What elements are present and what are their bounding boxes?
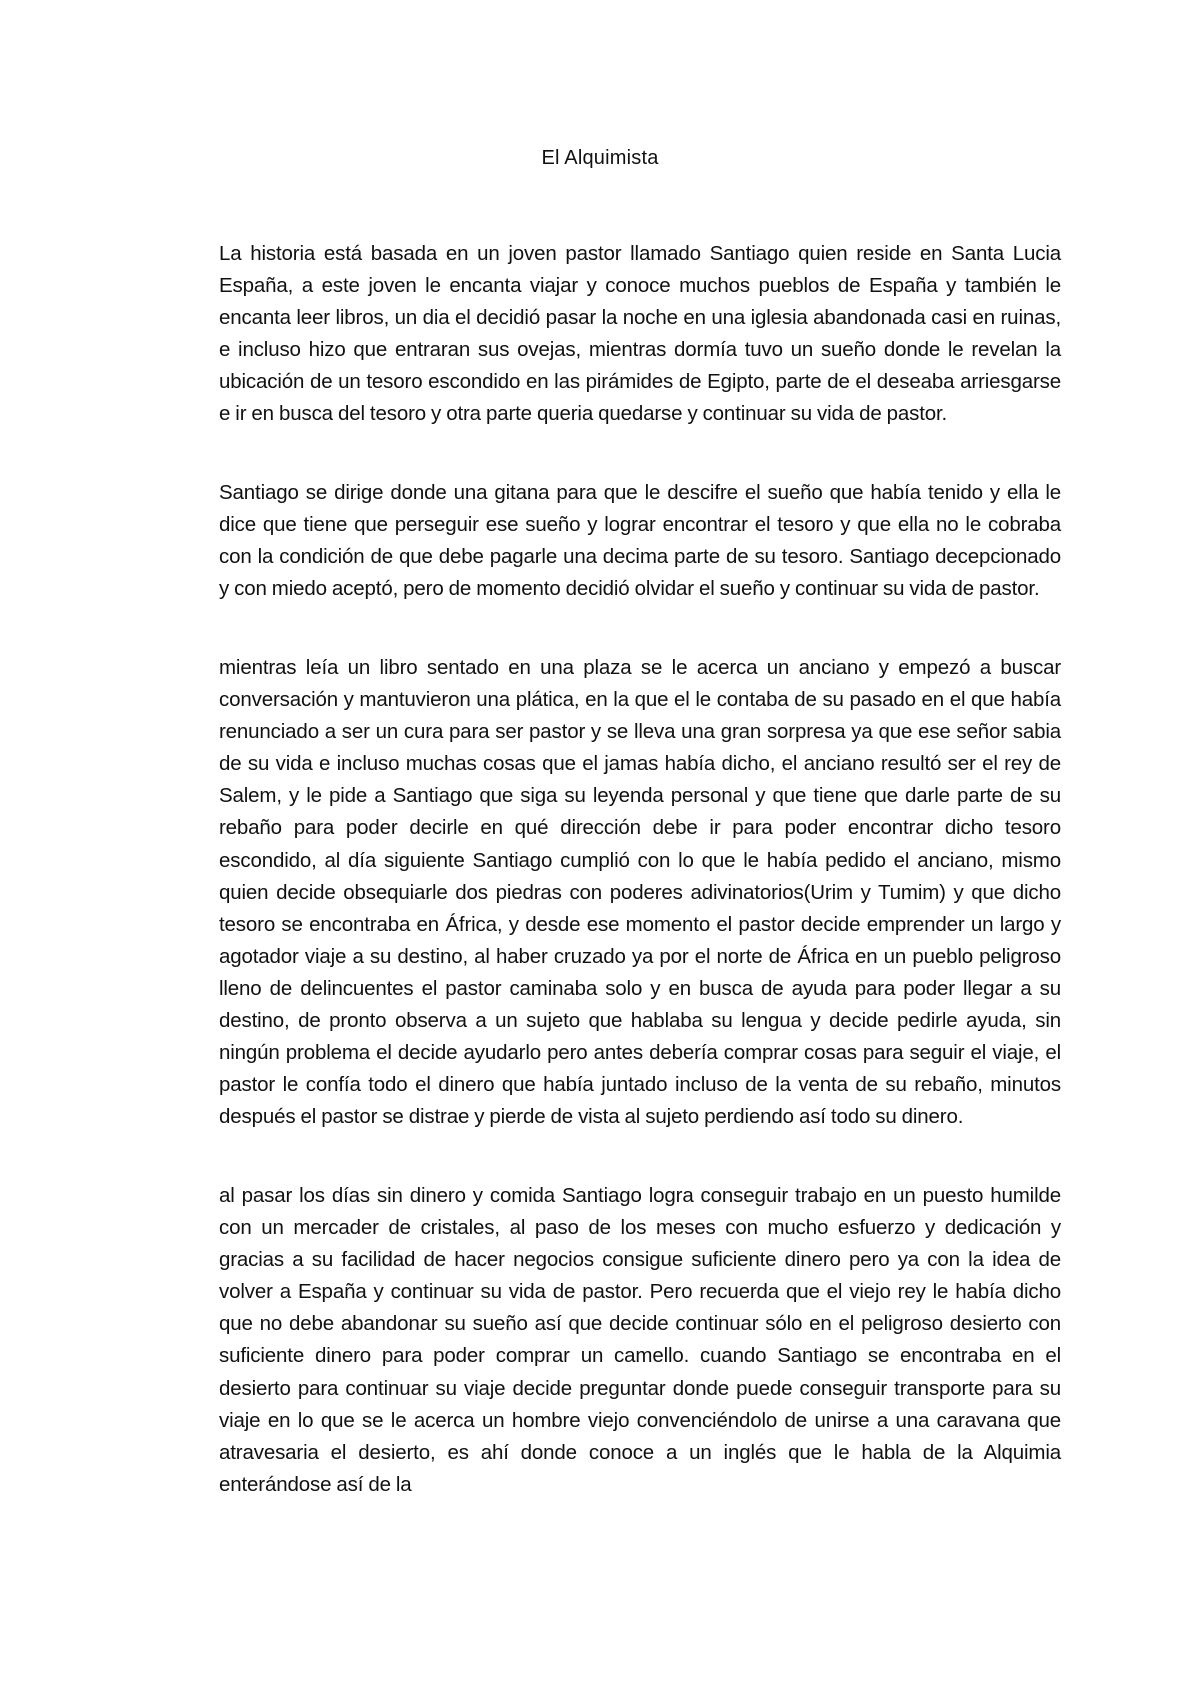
paragraph-1: La historia está basada en un joven pastor llamado Santiago quien reside en Santa Lucia España, a este joven le encanta viajar y conoce muchos pueblos de España y también le encanta leer libros, un dia el decidió pasar la noche en una iglesia abandonada casi en ruinas, e incluso hizo que entraran sus ovejas, mientras dormía tuvo un sueño donde le revelan la ubicación de un tesoro escondido en las pirámides de Egipto, parte de el deseaba arriesgarse e ir en busca del tesoro y otra parte queria quedarse y continuar su vida de pastor. [219,242,1061,426]
paragraph-4: al pasar los días sin dinero y comida Santiago logra conseguir trabajo en un puesto humilde con un mercader de cristales, al paso de los meses con mucho esfuerzo y dedicación y gracias a su facilidad de hacer negocios consigue suficiente dinero pero ya con la idea de volver a España y continuar su vida de pastor. Pero recuerda que el viejo rey le había dicho que no debe abandonar su sueño así que decide continuar sólo en el peligroso desierto con suficiente dinero para poder comprar un camello. cuando Santiago se encontraba en el desierto para continuar su viaje decide preguntar donde puede conseguir transporte para su viaje en lo que se le acerca un hombre viejo convenciéndolo de unirse a una caravana que atravesaria el desierto, es ahí donde conoce a un inglés que le habla de la Alquimia enterándose así de la [219,1184,1061,1496]
paragraph-3: mientras leía un libro sentado en una plaza se le acerca un anciano y empezó a buscar conversación y mantuvieron una plática, en la que el le contaba de su pasado en el que había renunciado a ser un cura para ser pastor y se lleva una gran sorpresa ya que ese señor sabia de su vida e incluso muchas cosas que el jamas había dicho, el anciano resultó ser el rey de Salem, y le pide a Santiago que siga su leyenda personal y que tiene que darle parte de su rebaño para poder decirle en qué dirección debe ir para poder encontrar dicho tesoro escondido, al día siguiente Santiago cumplió con lo que le había pedido el anciano, mismo quien decide obsequiarle dos piedras con poderes adivinatorios(Urim y Tumim) y que dicho tesoro se encontraba en África, y desde ese momento el pastor decide emprender un largo y agotador viaje a su destino, al haber cruzado ya por el norte de África en un pueblo peligroso lleno de delincuentes el pastor caminaba solo y en busca de ayuda para poder llegar a su destino, de pronto observa a un sujeto que hablaba su lengua y decide pedirle ayuda, sin ningún problema el decide ayudarlo pero antes debería comprar cosas para seguir el viaje, el pastor le confía todo el dinero que había juntado incluso de la venta de su rebaño, minutos después el pastor se distrae y pierde de vista al sujeto perdiendo así todo su dinero. [219,656,1061,1129]
paragraph-2: Santiago se dirige donde una gitana para que le descifre el sueño que había tenido y ella le dice que tiene que perseguir ese sueño y lograr encontrar el tesoro y que ella no le cobraba con la condición de que debe pagarle una decima parte de su tesoro. Santiago decepcionado y con miedo aceptó, pero de momento decidió olvidar el sueño y continuar su vida de pastor. [219,481,1061,601]
document-body [219,238,1061,1501]
document-title: El Alquimista [541,147,659,169]
